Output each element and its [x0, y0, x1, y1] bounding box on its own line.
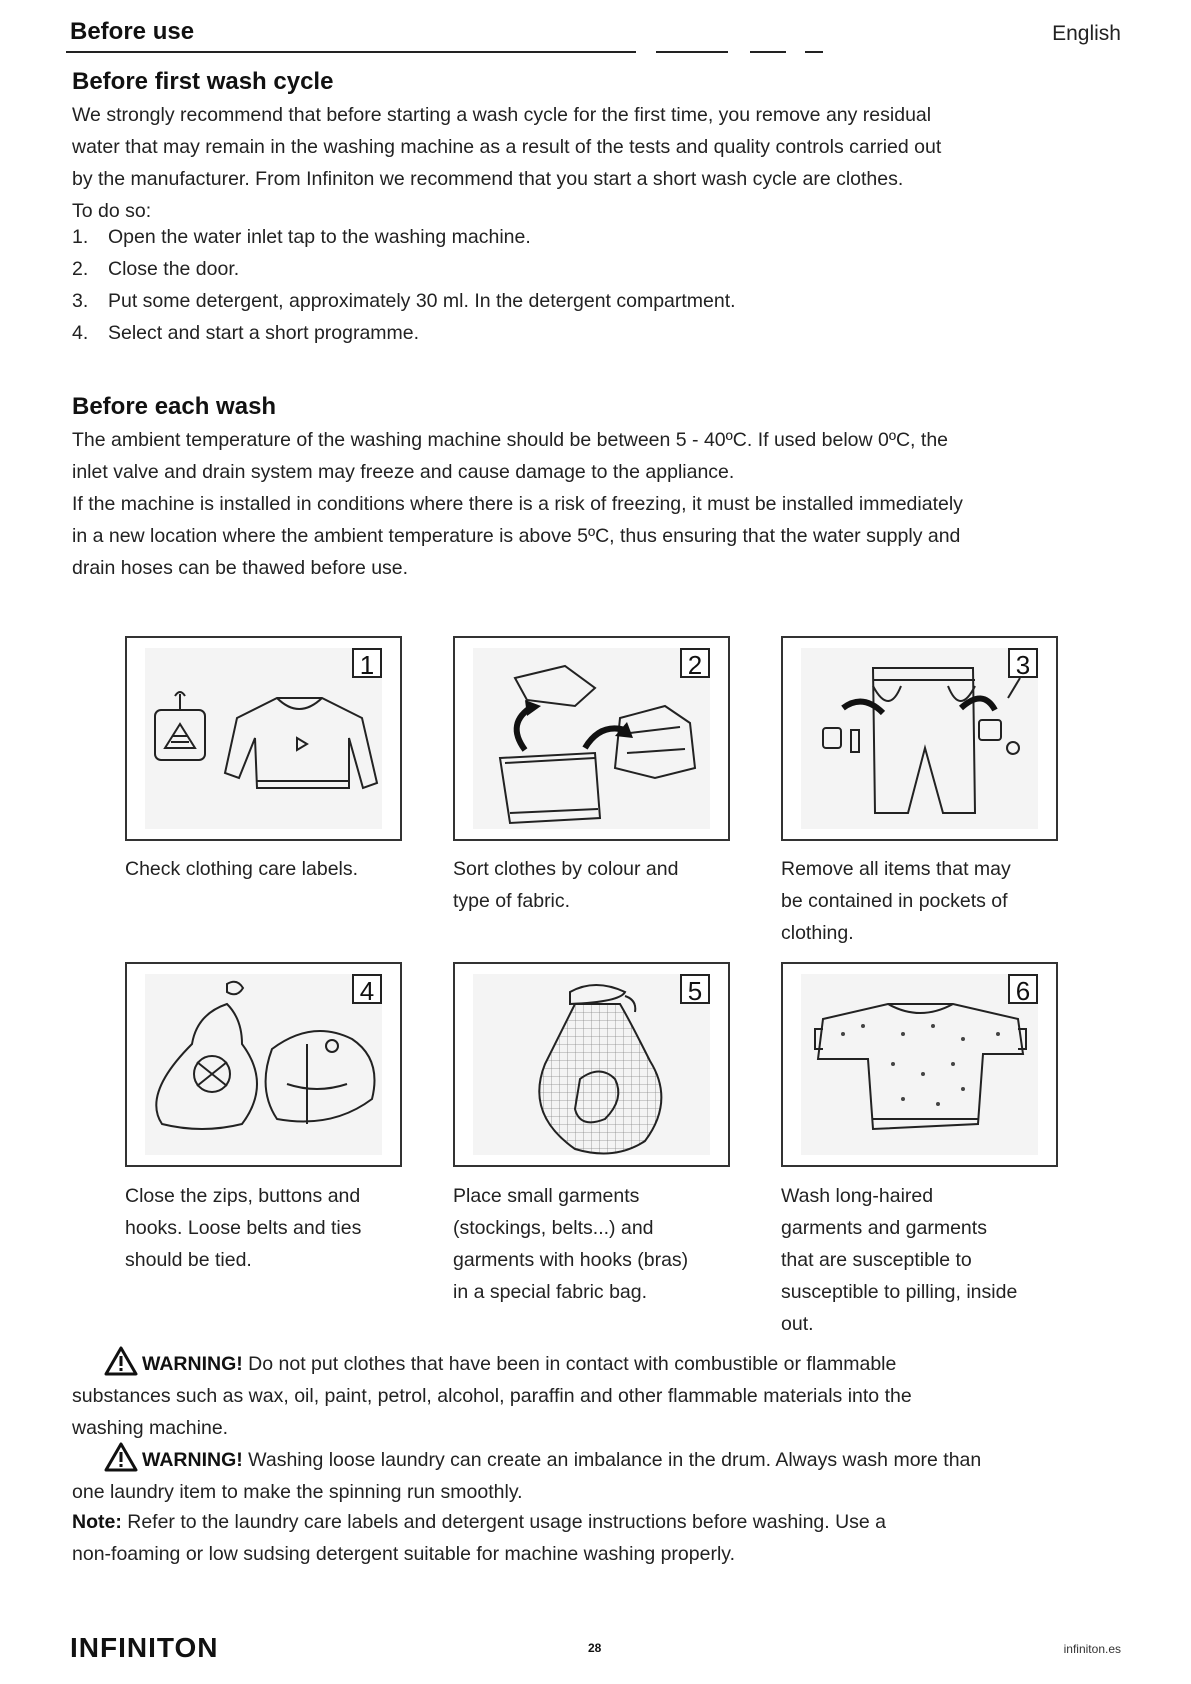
- caption-line: Wash long-haired: [781, 1185, 934, 1207]
- warning-first-line: [72, 1442, 1132, 1476]
- header-rule-dash-2: [750, 51, 786, 53]
- header-rule-dash-3: [805, 51, 823, 53]
- caption-line: garments with hooks (bras): [453, 1249, 689, 1271]
- caption-line: out.: [781, 1313, 814, 1335]
- first-wash-intro: [72, 99, 1122, 227]
- illustration-panel-4: [125, 962, 402, 1167]
- caption-line: Check clothing care labels.: [125, 858, 359, 880]
- paragraph-line: drain hoses can be thawed before use.: [72, 557, 409, 579]
- panel-number: 2: [680, 648, 710, 678]
- step-text: Select and start a short programme.: [108, 322, 420, 344]
- caption-line: Sort clothes by colour and: [453, 858, 679, 880]
- panel-caption: [781, 853, 1081, 949]
- panel-number: 5: [680, 974, 710, 1004]
- warning-text: Do not put clothes that have been in contact with combustible or flammable: [242, 1353, 897, 1375]
- warning-line: washing machine.: [72, 1417, 229, 1439]
- note-label: Note:: [72, 1511, 122, 1533]
- intro-line: To do so:: [72, 200, 152, 222]
- paragraph-line: inlet valve and drain system may freeze and cause damage to the appliance.: [72, 461, 735, 483]
- step-number: 4.: [72, 322, 89, 344]
- step-text: Open the water inlet tap to the washing machine.: [108, 226, 531, 248]
- warning-label: WARNING!: [142, 1449, 243, 1471]
- caption-line: Remove all items that may: [781, 858, 1011, 880]
- panel-caption: [453, 853, 753, 917]
- caption-line: be contained in pockets of: [781, 890, 1008, 912]
- panel-number: 1: [352, 648, 382, 678]
- note-first-line: [72, 1506, 1132, 1538]
- panel-caption: [125, 1180, 425, 1276]
- caption-line: susceptible to pilling, inside: [781, 1281, 1018, 1303]
- warning-first-line: [72, 1346, 1132, 1380]
- step-item: [72, 221, 531, 253]
- caption-line: type of fabric.: [453, 890, 571, 912]
- section-heading-each-wash: Before each wash: [72, 393, 277, 420]
- warning-label: WARNING!: [142, 1353, 243, 1375]
- panel-caption: [781, 1180, 1081, 1340]
- caption-line: (stockings, belts...) and: [453, 1217, 654, 1239]
- illustration-panel-1: [125, 636, 402, 841]
- section-heading-first-wash: Before first wash cycle: [72, 68, 334, 95]
- step-item: [72, 253, 239, 285]
- illustration-panel-6: [781, 962, 1058, 1167]
- caption-line: garments and garments: [781, 1217, 987, 1239]
- note-text: Refer to the laundry care labels and detergent usage instructions before washing. Use a: [121, 1511, 887, 1533]
- intro-line: water that may remain in the washing machine as a result of the tests and quality controls carried out: [72, 136, 942, 158]
- warning-block: [72, 1346, 1132, 1444]
- website-url: infiniton.es: [1063, 1642, 1121, 1656]
- note-line: non-foaming or low sudsing detergent suitable for machine washing properly.: [72, 1543, 736, 1565]
- caption-line: Close the zips, buttons and: [125, 1185, 361, 1207]
- warning-line: one laundry item to make the spinning run smoothly.: [72, 1481, 523, 1503]
- header-rule-dash-1: [656, 51, 728, 53]
- warning-block: [72, 1442, 1132, 1508]
- illustration-panel-3: [781, 636, 1058, 841]
- note-block: [72, 1506, 1132, 1570]
- caption-line: clothing.: [781, 922, 854, 944]
- page-section-title: Before use: [70, 18, 195, 45]
- caption-line: should be tied.: [125, 1249, 252, 1271]
- panel-caption: [453, 1180, 753, 1308]
- panel-number: 3: [1008, 648, 1038, 678]
- paragraph-line: The ambient temperature of the washing machine should be between 5 - 40ºC. If used below 0ºC, the: [72, 429, 949, 451]
- warning-text: Washing loose laundry can create an imbalance in the drum. Always wash more than: [242, 1449, 982, 1471]
- caption-line: in a special fabric bag.: [453, 1281, 648, 1303]
- intro-line: by the manufacturer. From Infiniton we recommend that you start a short wash cycle are clothes.: [72, 168, 904, 190]
- caption-line: hooks. Loose belts and ties: [125, 1217, 362, 1239]
- paragraph-line: in a new location where the ambient temperature is above 5ºC, thus ensuring that the water supply and: [72, 525, 961, 547]
- panel-caption: [125, 853, 425, 885]
- page-number: 28: [588, 1641, 602, 1655]
- step-item: [72, 285, 736, 317]
- panel-number: 6: [1008, 974, 1038, 1004]
- step-text: Put some detergent, approximately 30 ml. In the detergent compartment.: [108, 290, 736, 312]
- header-rule: [66, 51, 636, 53]
- language-label: English: [1052, 22, 1121, 45]
- step-number: 3.: [72, 290, 89, 312]
- illustration-panel-5: [453, 962, 730, 1167]
- step-number: 1.: [72, 226, 89, 248]
- step-text: Close the door.: [108, 258, 240, 280]
- warning-icon: [104, 1442, 138, 1472]
- intro-line: We strongly recommend that before starting a wash cycle for the first time, you remove any residual: [72, 104, 932, 126]
- step-number: 2.: [72, 258, 89, 280]
- warning-icon: [104, 1346, 138, 1376]
- illustration-panel-2: [453, 636, 730, 841]
- paragraph-line: If the machine is installed in conditions where there is a risk of freezing, it must be installed immediately: [72, 493, 963, 515]
- each-wash-text: [72, 424, 1122, 584]
- step-item: [72, 317, 419, 349]
- brand-logo: INFINITON: [70, 1632, 219, 1663]
- warning-line: substances such as wax, oil, paint, petrol, alcohol, paraffin and other flammable materials into the: [72, 1385, 912, 1407]
- panel-number: 4: [352, 974, 382, 1004]
- caption-line: Place small garments: [453, 1185, 640, 1207]
- caption-line: that are susceptible to: [781, 1249, 972, 1271]
